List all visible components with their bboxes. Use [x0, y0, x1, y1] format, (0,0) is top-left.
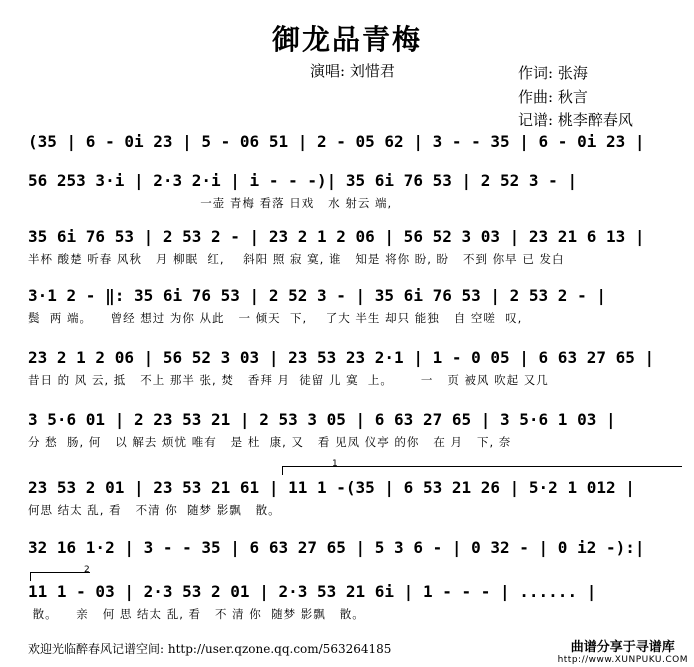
lyrics-line: 半杯 酸楚 听春 风秋 月 柳眠 红, 斜阳 照 寂 寞, 谁 知是 将你 盼, 盼 不到 你早 已 发白	[28, 252, 565, 266]
volta-number: 1	[332, 459, 338, 469]
watermark	[558, 636, 688, 665]
notation-line: 23 2 1 2 06 | 56 52 3 03 | 23 53 23 2·1 | 1 - 0 05 | 6 63 27 65 |	[28, 348, 655, 367]
notation-line: 11 1 - 03 | 2·3 53 2 01 | 2·3 53 21 6i | 1 - - - | ...... |	[28, 582, 597, 601]
volta-tick	[282, 467, 283, 475]
composer-name: 秋言	[557, 88, 588, 106]
notation-line: 3 5·6 01 | 2 23 53 21 | 2 53 3 05 | 6 63 27 65 | 3 5·6 1 03 |	[28, 410, 616, 429]
watermark-title: 曲谱分享于寻谱库	[570, 640, 675, 655]
transcriber-credit	[518, 109, 633, 130]
volta-number: 2	[84, 565, 90, 575]
footer-note: 欢迎光临醉春风记谱空间: http://user.qzone.qq.com/563264185	[28, 642, 392, 656]
watermark-url: http://www.XUNPUKU.COM	[557, 655, 688, 665]
singer-name: 刘惜君	[349, 62, 395, 80]
singer-label: 演唱:	[310, 62, 346, 80]
lyrics-line: 昔日 的 风 云, 抵 不上 那半 张, 焚 香拜 月 徒留 儿 寞 上。 一 页 被风 吹起 又几	[28, 373, 549, 387]
lyrics-line: 一壶 青梅 看落 日戏 水 射云 端,	[28, 196, 393, 210]
notation-line: 35 6i 76 53 | 2 53 2 - | 23 2 1 2 06 | 56 52 3 03 | 23 21 6 13 |	[28, 227, 645, 246]
lyricist-name: 张海	[557, 64, 588, 82]
transcriber-name: 桃李醉春风	[557, 111, 633, 129]
notation-line: 32 16 1·2 | 3 - - 35 | 6 63 27 65 | 5 3 6 - | 0 32 - | 0 i2 -):|	[28, 538, 645, 557]
lyricist-label: 作词:	[518, 64, 554, 82]
composer-label: 作曲:	[518, 88, 554, 106]
notation-line: (35 | 6 - 0i 23 | 5 - 06 51 | 2 - 05 62 | 3 - - 35 | 6 - 0i 23 |	[28, 132, 645, 151]
transcriber-label: 记谱:	[518, 111, 554, 129]
lyricist-credit	[518, 62, 588, 83]
volta-second-ending	[30, 565, 90, 575]
volta-first-ending	[282, 459, 682, 469]
singer-credit	[310, 60, 395, 81]
lyrics-line: 鬓 两 端。 曾经 想过 为你 从此 一 倾天 下, 了大 半生 却只 能独 自 空嗟 叹,	[28, 311, 523, 325]
notation-line: 56 253 3·i | 2·3 2·i | i - - -)| 35 6i 76 53 | 2 52 3 - |	[28, 171, 578, 190]
volta-tick	[30, 573, 31, 581]
lyrics-line: 散。 亲 何 思 结太 乱, 看 不 清 你 随梦 影飘 散。	[28, 607, 365, 621]
lyrics-line: 分 愁 肠, 何 以 解去 烦忧 唯有 是 杜 康, 又 看 见凤 仪亭 的你 在 月 下, 奈	[28, 435, 512, 449]
composer-credit	[518, 86, 588, 107]
notation-line: 3·1 2 - ‖: 35 6i 76 53 | 2 52 3 - | 35 6i 76 53 | 2 53 2 - |	[28, 286, 606, 305]
lyrics-line: 何思 结太 乱, 看 不清 你 随梦 影飘 散。	[28, 503, 281, 517]
song-title: 御龙品青梅	[271, 23, 422, 56]
notation-line: 23 53 2 01 | 23 53 21 61 | 11 1 -(35 | 6 53 21 26 | 5·2 1 012 |	[28, 478, 635, 497]
